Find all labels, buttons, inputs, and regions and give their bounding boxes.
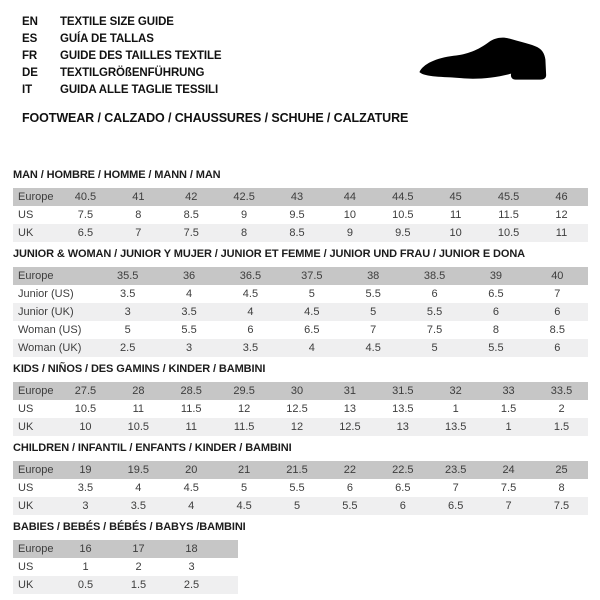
size-cell: 33.5 <box>535 382 588 400</box>
row-label: Woman (US) <box>18 324 82 336</box>
size-cell: 11 <box>535 224 588 242</box>
section-title-man: MAN / HOMBRE / HOMME / MANN / MAN <box>13 169 221 181</box>
size-cell: 5 <box>241 482 248 494</box>
size-cell: 10 <box>59 418 112 436</box>
size-cell: 22 <box>323 461 376 479</box>
row-label: Europe <box>13 267 97 285</box>
size-cell: 10.5 <box>112 418 165 436</box>
section-title-children: CHILDREN / INFANTIL / ENFANTS / KINDER / BAMBINI <box>13 442 292 454</box>
size-cell: 3.5 <box>77 482 94 494</box>
size-cell: 3.5 <box>158 303 219 321</box>
language-code: DE <box>22 66 38 79</box>
size-cell: 6 <box>431 288 438 300</box>
size-cell: 18 <box>165 540 218 558</box>
size-cell: 10.5 <box>392 209 414 221</box>
size-cell: 4 <box>135 482 142 494</box>
size-cell: 30 <box>271 382 324 400</box>
size-cell: 9 <box>323 224 376 242</box>
table-row-kids-1 <box>13 400 588 418</box>
size-cell: 38.5 <box>404 267 465 285</box>
section-title-babies: BABIES / BEBÉS / BÉBÉS / BABYS /BAMBINI <box>13 521 246 533</box>
size-cell: 9 <box>241 209 248 221</box>
size-cell: 6 <box>346 482 353 494</box>
size-cell: 45 <box>429 188 482 206</box>
size-cell: 45.5 <box>482 188 535 206</box>
size-cell: 6 <box>527 303 588 321</box>
size-cell: 39 <box>465 267 526 285</box>
table-row-babies-1 <box>13 558 238 576</box>
language-code: FR <box>22 49 38 62</box>
size-cell: 5 <box>124 324 131 336</box>
size-cell: 6 <box>465 303 526 321</box>
size-cell: 7.5 <box>77 209 94 221</box>
row-label: UK <box>13 576 59 594</box>
size-cell: 27.5 <box>59 382 112 400</box>
size-cell: 2.5 <box>97 339 158 357</box>
size-cell: 9.5 <box>289 209 305 221</box>
table-row-junior-woman-1 <box>13 285 588 303</box>
size-cell: 5.5 <box>181 324 197 336</box>
table-row-children-2 <box>13 497 588 515</box>
size-cell: 1 <box>482 418 535 436</box>
size-cell: 41 <box>112 188 165 206</box>
category-line: FOOTWEAR / CALZADO / CHAUSSURES / SCHUHE / CALZATURE <box>22 111 409 125</box>
size-cell: 6 <box>376 497 429 515</box>
table-row-junior-woman-4 <box>13 339 588 357</box>
size-cell: 3 <box>188 561 195 573</box>
size-cell: 43 <box>271 188 324 206</box>
size-cell: 3 <box>158 339 219 357</box>
size-cell: 21.5 <box>271 461 324 479</box>
size-cell: 5.5 <box>323 497 376 515</box>
size-cell: 19.5 <box>112 461 165 479</box>
row-label: Junior (US) <box>18 288 74 300</box>
row-label: UK <box>13 497 59 515</box>
language-label: TEXTILGRÖßENFÜHRUNG <box>60 66 205 79</box>
size-cell: 25 <box>535 461 588 479</box>
size-cell: 6.5 <box>429 497 482 515</box>
size-cell: 10.5 <box>74 403 97 415</box>
filler-cell <box>218 576 238 594</box>
size-cell: 10.5 <box>482 224 535 242</box>
language-code: EN <box>22 15 38 28</box>
size-cell: 21 <box>218 461 271 479</box>
size-cell: 12.5 <box>323 418 376 436</box>
size-cell: 24 <box>482 461 535 479</box>
row-label: Woman (UK) <box>13 339 97 357</box>
size-cell: 19 <box>59 461 112 479</box>
filler-cell <box>218 540 238 558</box>
table-row-babies-0 <box>13 540 238 558</box>
size-cell: 4.5 <box>343 339 404 357</box>
row-label: US <box>18 482 34 494</box>
size-cell: 3 <box>97 303 158 321</box>
size-cell: 6 <box>247 324 254 336</box>
row-label: US <box>18 561 34 573</box>
size-cell: 2.5 <box>165 576 218 594</box>
size-cell: 8.5 <box>271 224 324 242</box>
language-label: GUIDA ALLE TAGLIE TESSILI <box>60 83 219 96</box>
size-cell: 8 <box>492 324 499 336</box>
size-cell: 16 <box>59 540 112 558</box>
size-cell: 4.5 <box>218 497 271 515</box>
section-title-kids: KIDS / NIÑOS / DES GAMINS / KINDER / BAMBINI <box>13 363 266 375</box>
size-cell: 9.5 <box>376 224 429 242</box>
size-cell: 11.5 <box>180 403 202 415</box>
size-cell: 31 <box>323 382 376 400</box>
size-cell: 5.5 <box>289 482 305 494</box>
size-cell: 7.5 <box>165 224 218 242</box>
size-cell: 44.5 <box>376 188 429 206</box>
size-cell: 0.5 <box>59 576 112 594</box>
table-row-junior-woman-0 <box>13 267 588 285</box>
size-cell: 1.5 <box>112 576 165 594</box>
size-cell: 11 <box>449 209 462 221</box>
table-row-children-1 <box>13 479 588 497</box>
size-cell: 8.5 <box>183 209 199 221</box>
size-cell: 33 <box>482 382 535 400</box>
size-cell: 7.5 <box>426 324 443 336</box>
size-cell: 13.5 <box>429 418 482 436</box>
table-row-man-2 <box>13 224 588 242</box>
size-cell: 5 <box>404 339 465 357</box>
size-cell: 4 <box>186 288 193 300</box>
size-cell: 28.5 <box>165 382 218 400</box>
size-cell: 4 <box>220 303 281 321</box>
size-table-babies <box>13 540 238 594</box>
size-cell: 4.5 <box>242 288 259 300</box>
table-row-children-0 <box>13 461 588 479</box>
size-cell: 6 <box>527 339 588 357</box>
row-label: UK <box>13 418 59 436</box>
size-cell: 1.5 <box>500 403 517 415</box>
size-cell: 42 <box>165 188 218 206</box>
size-cell: 7.5 <box>500 482 517 494</box>
row-label: Europe <box>13 188 59 206</box>
size-cell: 8 <box>135 209 142 221</box>
size-cell: 28 <box>112 382 165 400</box>
size-cell: 12 <box>555 209 568 221</box>
size-cell: 7 <box>370 324 377 336</box>
size-cell: 22.5 <box>376 461 429 479</box>
size-cell: 7 <box>482 497 535 515</box>
size-cell: 44 <box>323 188 376 206</box>
size-cell: 37.5 <box>281 267 342 285</box>
table-row-man-1 <box>13 206 588 224</box>
size-table-children <box>13 461 588 515</box>
filler-cell <box>218 558 238 576</box>
size-cell: 7.5 <box>535 497 588 515</box>
size-cell: 2 <box>558 403 565 415</box>
size-cell: 13 <box>343 403 357 415</box>
size-cell: 12 <box>271 418 324 436</box>
section-title-junior-woman: JUNIOR & WOMAN / JUNIOR Y MUJER / JUNIOR ET FEMME / JUNIOR UND FRAU / JUNIOR E DONA <box>13 248 526 260</box>
size-cell: 1 <box>82 561 89 573</box>
size-cell: 4 <box>281 339 342 357</box>
size-cell: 8 <box>218 224 271 242</box>
size-cell: 2 <box>135 561 142 573</box>
language-label: TEXTILE SIZE GUIDE <box>60 15 174 28</box>
row-label: Junior (UK) <box>13 303 97 321</box>
size-cell: 11.5 <box>218 418 271 436</box>
size-cell: 42.5 <box>218 188 271 206</box>
size-cell: 46 <box>535 188 588 206</box>
table-row-kids-2 <box>13 418 588 436</box>
size-cell: 13.5 <box>392 403 414 415</box>
size-tables <box>0 169 600 594</box>
size-cell: 13 <box>376 418 429 436</box>
row-label: US <box>18 209 34 221</box>
size-cell: 12.5 <box>286 403 308 415</box>
size-cell: 36 <box>158 267 219 285</box>
size-cell: 3 <box>59 497 112 515</box>
language-label: GUÍA DE TALLAS <box>60 32 154 45</box>
size-cell: 7 <box>112 224 165 242</box>
size-cell: 29.5 <box>218 382 271 400</box>
row-label: Europe <box>13 540 59 558</box>
size-cell: 4.5 <box>183 482 199 494</box>
size-cell: 11 <box>165 418 218 436</box>
size-cell: 1 <box>452 403 459 415</box>
section-man <box>13 169 600 242</box>
language-code: ES <box>22 32 38 45</box>
shoe-icon <box>398 20 578 102</box>
section-junior-woman <box>13 248 600 357</box>
section-babies <box>13 521 600 594</box>
size-cell: 5 <box>308 288 315 300</box>
size-cell: 4.5 <box>281 303 342 321</box>
size-cell: 17 <box>112 540 165 558</box>
size-cell: 40.5 <box>59 188 112 206</box>
size-cell: 5.5 <box>365 288 381 300</box>
size-cell: 6.5 <box>59 224 112 242</box>
size-cell: 3.5 <box>220 339 281 357</box>
size-cell: 32 <box>429 382 482 400</box>
size-cell: 23.5 <box>429 461 482 479</box>
row-label: US <box>18 403 34 415</box>
size-cell: 6.5 <box>488 288 504 300</box>
size-cell: 5 <box>343 303 404 321</box>
size-cell: 8 <box>558 482 565 494</box>
size-cell: 36.5 <box>220 267 281 285</box>
size-cell: 3.5 <box>112 497 165 515</box>
row-label: UK <box>13 224 59 242</box>
size-cell: 4 <box>165 497 218 515</box>
language-code: IT <box>22 83 33 96</box>
table-row-junior-woman-2 <box>13 303 588 321</box>
row-label: Europe <box>13 461 59 479</box>
size-cell: 11.5 <box>498 209 519 221</box>
size-cell: 10 <box>343 209 357 221</box>
size-cell: 40 <box>527 267 588 285</box>
row-label: Europe <box>13 382 59 400</box>
size-cell: 20 <box>165 461 218 479</box>
size-cell: 7 <box>554 288 561 300</box>
table-row-man-0 <box>13 188 588 206</box>
size-table-junior-woman <box>13 267 588 357</box>
table-row-junior-woman-3 <box>13 321 588 339</box>
size-cell: 38 <box>343 267 404 285</box>
size-cell: 11 <box>132 403 145 415</box>
size-cell: 10 <box>429 224 482 242</box>
size-cell: 12 <box>237 403 251 415</box>
size-cell: 3.5 <box>120 288 136 300</box>
table-row-babies-2 <box>13 576 238 594</box>
table-row-kids-0 <box>13 382 588 400</box>
size-cell: 6.5 <box>304 324 320 336</box>
size-table-kids <box>13 382 588 436</box>
size-cell: 35.5 <box>97 267 158 285</box>
size-cell: 5.5 <box>465 339 526 357</box>
size-cell: 1.5 <box>535 418 588 436</box>
size-cell: 5.5 <box>404 303 465 321</box>
size-cell: 6.5 <box>395 482 411 494</box>
size-cell: 7 <box>452 482 459 494</box>
size-cell: 5 <box>271 497 324 515</box>
section-children <box>13 442 600 515</box>
size-table-man <box>13 188 588 242</box>
size-cell: 8.5 <box>549 324 565 336</box>
language-label: GUIDE DES TAILLES TEXTILE <box>60 49 222 62</box>
section-kids <box>13 363 600 436</box>
size-cell: 31.5 <box>376 382 429 400</box>
